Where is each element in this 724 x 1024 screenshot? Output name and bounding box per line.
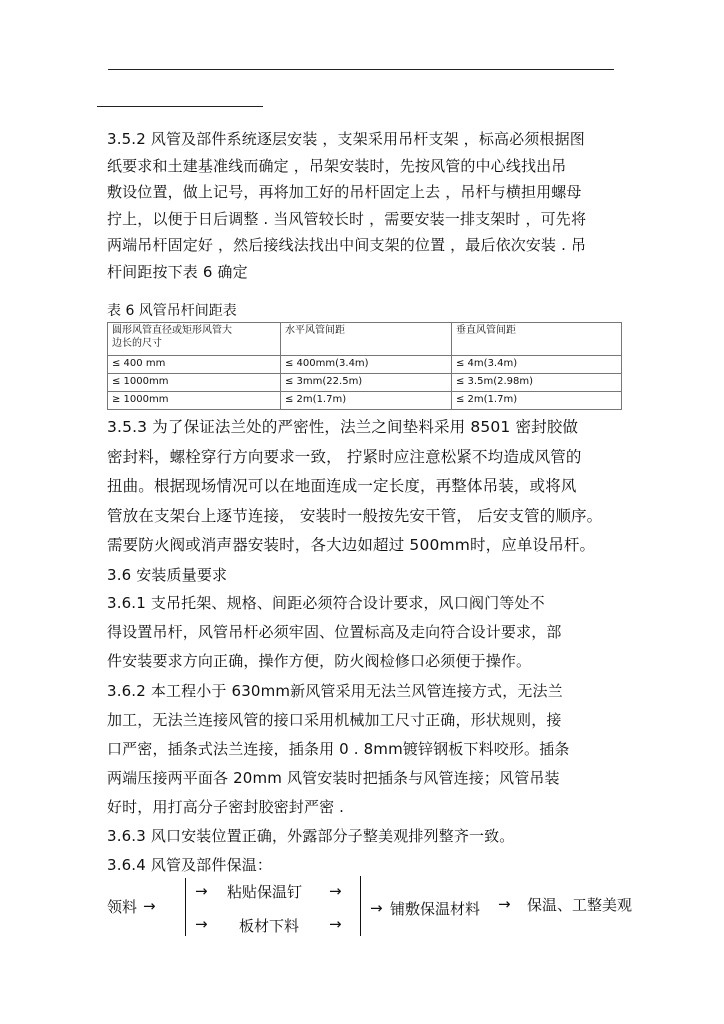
paragraph-3-6-2 — [107, 677, 619, 822]
table-header-row — [108, 323, 622, 356]
arrow-right-icon: → — [329, 882, 342, 900]
table-cell: ≤ 3.5m(2.98m) — [452, 374, 622, 392]
section-title: 3.6 安装质量要求 — [107, 566, 228, 584]
header-line: 边长的尺寸 — [112, 338, 162, 349]
paragraph-3-6-1 — [107, 589, 619, 676]
text-line: 需要防火阀或消声器安装时，各大边如超过 500mm时，应单设吊杆。 — [107, 536, 596, 554]
table-cell: ≤ 1000mm — [108, 374, 281, 392]
arrow-right-icon: → — [498, 895, 511, 913]
text-line: 3.6.2 本工程小于 630mm新风管采用无法兰风管连接方式，无法兰 — [107, 682, 563, 700]
header-short-rule — [97, 106, 263, 107]
flow-step-end: 保温、工整美观 — [527, 896, 633, 914]
text-line: 两端吊杆固定好 ，然后接线法找出中间支架的位置 ，最后依次安装 . 吊 — [107, 236, 587, 255]
paragraph-3-6-3 — [107, 823, 619, 849]
arrow-right-icon: → — [195, 915, 208, 933]
arrow-right-icon: → — [143, 897, 156, 915]
bracket-line-right — [360, 876, 361, 936]
table-cell: ≥ 1000mm — [108, 392, 281, 410]
paragraph-3-5-3 — [107, 413, 619, 561]
flow-step-start: 领料 — [107, 898, 138, 916]
text-line: 3.6.4 风管及部件保温： — [107, 856, 273, 874]
text-line: 3.5.2 风管及部件系统逐层安装 ，支架采用吊杆支架 ，标高必须根据图 — [107, 130, 585, 148]
text-line: 加工，无法兰连接风管的接口采用机械加工尺寸正确，形状规则，接 — [107, 711, 562, 729]
text-line: 扭曲。根据现场情况可以在地面连成一定长度，再整体吊装，或将风 — [107, 477, 577, 495]
text-line: 敷设位置，做上记号，再将加工好的吊杆固定上去 ，吊杆与横担用螺母 — [107, 183, 582, 202]
bracket-line-left — [185, 878, 186, 936]
table-cell: ≤ 400 mm — [108, 356, 281, 374]
table-header-cell: 垂直风管间距 — [452, 323, 622, 356]
text-line: 杆间距按下表 6 确定 — [107, 262, 248, 281]
header-line: 圆形风管直径或矩形风管大 — [112, 325, 232, 336]
hanger-spacing-table — [107, 322, 622, 410]
insulation-process-flow — [107, 876, 667, 938]
table-cell: ≤ 2m(1.7m) — [452, 392, 622, 410]
table-row — [108, 374, 622, 392]
table-caption: 表 6 风管吊杆间距表 — [107, 303, 237, 319]
text-line: 口严密，插条式法兰连接，插条用 0 . 8mm镀锌钢板下料咬形。插条 — [107, 740, 570, 758]
flow-step-branch-top: 粘贴保温钉 — [227, 883, 303, 901]
flow-step-middle: 铺敷保温材料 — [390, 900, 481, 918]
table-header-cell — [108, 323, 281, 356]
arrow-right-icon: → — [329, 915, 342, 933]
table-cell: ≤ 3mm(22.5m) — [281, 374, 452, 392]
text-line: 密封料，螺栓穿行方向要求一致， 拧紧时应注意松紧不均造成风管的 — [107, 447, 582, 466]
arrow-right-icon: → — [195, 882, 208, 900]
section-heading-3-6 — [107, 562, 619, 588]
table-cell: ≤ 400mm(3.4m) — [281, 356, 452, 374]
text-line: 好时，用打高分子密封胶密封严密 . — [107, 798, 345, 816]
paragraph-3-5-2 — [107, 126, 619, 286]
text-line: 管放在支架台上逐节连接， 安装时一般按先安干管， 后安支管的顺序。 — [107, 506, 603, 525]
text-line: 件安装要求方向正确，操作方便，防火阀检修口必须便于操作。 — [107, 652, 532, 670]
table-header-cell: 水平风管间距 — [281, 323, 452, 356]
table-cell: ≤ 4m(3.4m) — [452, 356, 622, 374]
text-line: 两端压接两平面各 20mm 风管安装时把插条与风管连接；风管吊装 — [107, 769, 560, 787]
text-line: 得设置吊杆，风管吊杆必须牢固、位置标高及走向符合设计要求，部 — [107, 623, 562, 641]
text-line: 拧上，以便于日后调整 . 当风管较长时 ，需要安装一排支架时 ，可先将 — [107, 209, 587, 228]
text-line: 纸要求和土建基准线而确定 ，吊架安装时，先按风管的中心线找出吊 — [107, 156, 567, 175]
table-row — [108, 356, 622, 374]
text-line: 3.6.1 支吊托架、规格、间距必须符合设计要求，风口阀门等处不 — [107, 594, 545, 612]
flow-step-branch-bottom: 板材下料 — [239, 917, 300, 935]
arrow-right-icon: → — [370, 899, 383, 917]
text-line: 3.6.3 风口安装位置正确，外露部分子整美观排列整齐一致。 — [107, 827, 515, 845]
table-row — [108, 392, 622, 410]
table-cell: ≤ 2m(1.7m) — [281, 392, 452, 410]
paragraph-3-6-4 — [107, 852, 619, 878]
text-line: 3.5.3 为了保证法兰处的严密性，法兰之间垫料采用 8501 密封胶做 — [107, 418, 579, 436]
top-rule — [108, 69, 614, 70]
